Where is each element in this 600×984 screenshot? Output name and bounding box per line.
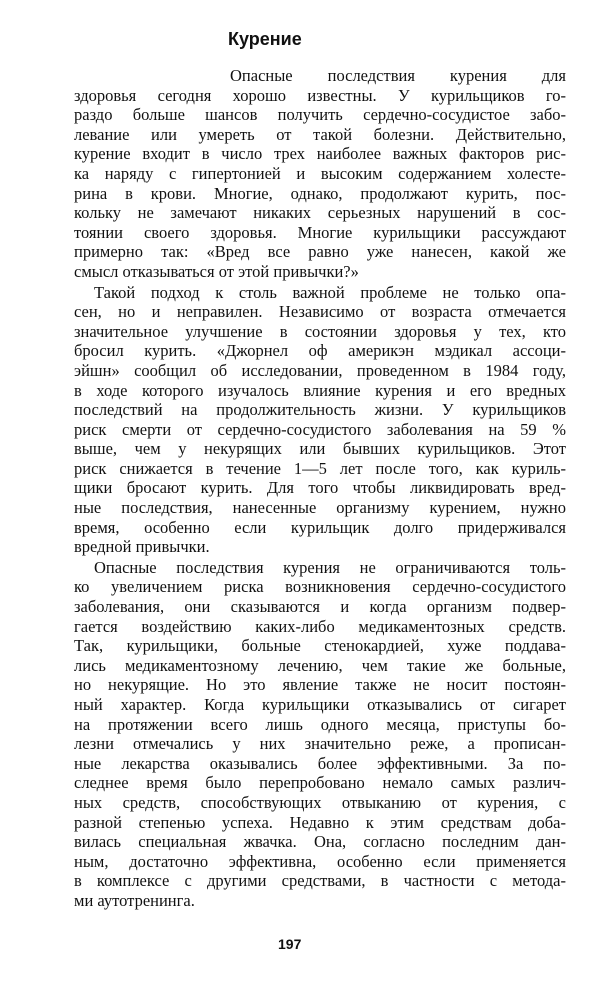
text-line: щики бросают курить. Для того чтобы ликвидировать вред- [74,478,566,498]
text-line: лись медикаментозному лечению, чем такие же больные, [74,655,566,675]
text-line: в комплексе с другими средствами, в частности с метода- [74,871,566,891]
text-line: раздо больше шансов получить сердечно-сосудистое забо- [74,105,566,125]
text-line: ные последствия, нанесенные организму курением, нужно [74,498,566,518]
text-line: Опасные последствия курения не ограничиваются толь- [94,557,566,577]
text-line: эйшн» сообщил об исследовании, проведенном в 1984 году, [74,360,566,380]
text-line: ных средств, способствующих отвыканию от курения, с [74,792,566,812]
text-line: ми аутотренинга. [74,890,195,910]
text-line: гается воздействию каких-либо медикаментозных средств. [74,616,566,636]
text-line: примерно так: «Вред все равно уже нанесен, какой же [74,242,566,262]
body-text [74,66,566,912]
text-line: кольку не замечают никаких серьезных нарушений в сос- [74,203,566,223]
text-line: следнее время было перепробовано немало самых различ- [74,773,566,793]
text-line: выше, чем у некурящих или бывших курильщиков. Этот [74,439,566,459]
text-line: здоровья сегодня хорошо известны. У курильщиков го- [74,85,566,105]
section-title: Курение [228,29,302,49]
text-line: риск снижается в течение 1—5 лет после того, как куриль- [74,458,566,478]
text-line: ко увеличением риска возникновения сердечно-сосудистого [74,577,566,597]
text-line: ным, достаточно эффективна, особенно если применяется [74,851,566,871]
text-line: вилась специальная жвачка. Она, согласно последним дан- [74,832,566,852]
text-line: разной степенью успеха. Недавно к этим средствам доба- [74,812,566,832]
text-line: бросил курить. «Джорнел оф америкэн мэдикал ассоци- [74,341,566,361]
text-line: сен, но и неправилен. Независимо от возраста отмечается [74,302,566,322]
text-line: на протяжении всего лишь одного месяца, приступы бо- [74,714,566,734]
text-line: Опасные последствия курения для [230,66,566,85]
paragraph [74,66,566,282]
paragraph [74,283,566,557]
text-line: значительное улучшение в состоянии здоровья у тех, кто [74,321,566,341]
text-line: смысл отказываться от этой привычки?» [74,261,359,281]
text-line: ные лекарства оказывались более эффективными. За по- [74,753,566,773]
text-line: вредной привычки. [74,537,210,557]
text-line: лезни отмечались у них значительно реже, а прописан- [74,734,566,754]
text-line: ка наряду с гипертонией и высоким содержанием холесте- [74,163,566,183]
text-line: левание или умереть от такой болезни. Действительно, [74,124,566,144]
text-line: но некурящие. Но это явление также не носит постоян- [74,675,566,695]
text-line: заболевания, они сказываются и когда организм подвер- [74,597,566,617]
text-line: в ходе которого изучалось влияние курения и его вредных [74,380,566,400]
text-line: Так, курильщики, больные стенокардией, хуже поддава- [74,636,566,656]
text-line: риск смерти от сердечно-сосудистого заболевания на 59 % [74,419,566,439]
page-number: 197 [278,936,302,952]
text-line: ный характер. Когда курильщики отказывались от сигарет [74,695,566,714]
paragraph [74,558,566,911]
text-line: время, особенно если курильщик долго придерживался [74,517,566,537]
text-line: тоянии своего здоровья. Многие курильщики рассуждают [74,222,566,242]
text-line: Такой подход к столь важной проблеме не только опа- [94,282,566,302]
text-line: курение входит в число трех наиболее важных факторов рис- [74,144,566,164]
text-line: рина в крови. Многие, однако, продолжают курить, пос- [74,183,566,203]
text-line: последствий на продолжительность жизни. У курильщиков [74,400,566,420]
